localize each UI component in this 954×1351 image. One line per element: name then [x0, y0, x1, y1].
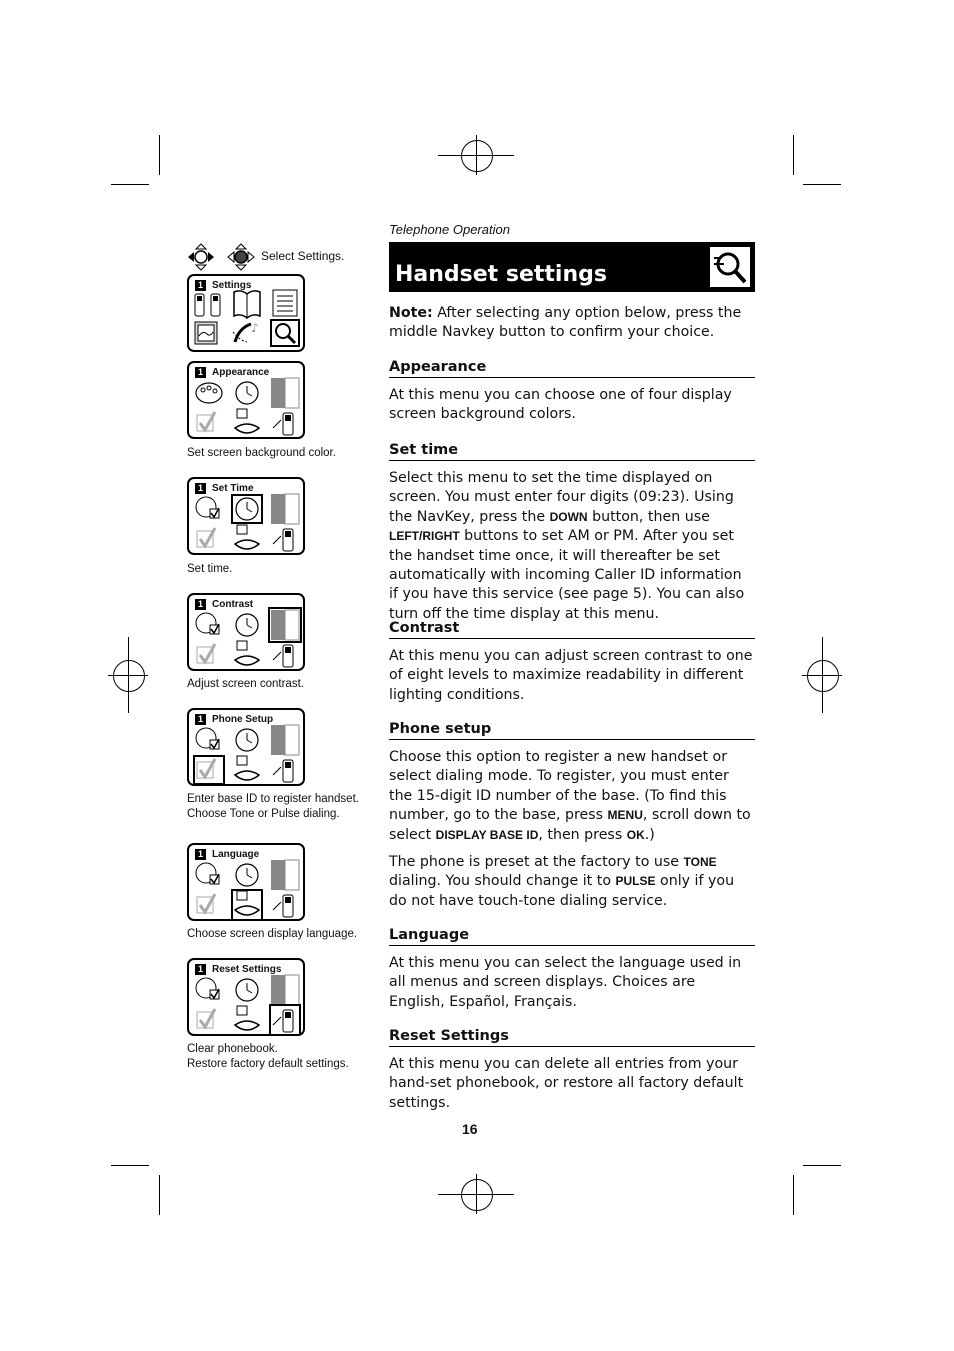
screen-header	[195, 279, 251, 291]
heading-set-time: Set time	[389, 442, 755, 461]
contrast-icon	[269, 608, 301, 642]
language-lips-icon	[235, 756, 259, 780]
crop-mark	[159, 135, 160, 175]
screen-number: 1	[195, 367, 206, 378]
key-left-right: LEFT/RIGHT	[389, 529, 460, 544]
screen-caption	[187, 446, 336, 461]
clock-icon	[232, 495, 262, 523]
key-display-base-id: DISPLAY BASE ID	[435, 827, 539, 842]
screen-number: 1	[195, 849, 206, 860]
setting-check-icon	[196, 497, 219, 518]
key-ok: OK	[626, 827, 645, 842]
clock-icon	[236, 729, 258, 751]
handsets-icon	[195, 294, 220, 316]
phone-setup-text-1: Choose this option to register a new handset or select dialing mode. To register, you must enter the 15-digit ID number of the base. (To find this number, go to the base, press MENU, scroll down to select DISPLAY BASE ID, then press OK.)	[389, 749, 751, 843]
key-pulse: PULSE	[615, 874, 656, 889]
clock-icon	[236, 382, 258, 404]
heading-appearance: Appearance	[389, 359, 755, 378]
note-paragraph: Note: After selecting any option below, press the middle Navkey button to confirm your choice.	[389, 305, 742, 341]
reset-settings-text: At this menu you can delete all entries from your hand-set phonebook, or restore all factory default settings.	[389, 1056, 744, 1111]
screen-header	[195, 366, 269, 378]
screen-label: Appearance	[212, 366, 270, 378]
heading-contrast: Contrast	[389, 620, 755, 639]
screen-header	[195, 713, 273, 725]
screen-number: 1	[195, 280, 206, 291]
lcd-screen-phone-setup	[187, 708, 305, 786]
screen-header	[195, 963, 281, 975]
registration-mark	[461, 1179, 493, 1211]
setting-check-icon	[196, 613, 219, 634]
setting-check-icon	[196, 863, 219, 884]
page-title-bar	[389, 242, 755, 292]
screen-caption	[187, 562, 232, 577]
contrast-icon	[271, 378, 299, 408]
lcd-screen-set-time	[187, 477, 305, 555]
handset-reset-icon	[273, 645, 293, 667]
language-lips-icon	[235, 409, 259, 433]
screen-header	[195, 598, 253, 610]
crop-mark	[803, 184, 841, 185]
screen-label: Phone Setup	[212, 713, 274, 725]
svg-text:♪: ♪	[251, 321, 259, 335]
caption-line: Enter base ID to register handset.	[187, 793, 359, 805]
check-icon	[197, 412, 215, 431]
screen-caption	[187, 677, 304, 692]
caption-line: Clear phonebook.	[187, 1043, 278, 1055]
lcd-screen-appearance	[187, 361, 305, 439]
language-lips-icon	[235, 641, 259, 665]
lcd-screen-settings	[187, 274, 305, 352]
screen-caption	[187, 927, 357, 942]
screen-number: 1	[195, 599, 206, 610]
navkey-label: Select Settings.	[261, 249, 345, 263]
contrast-icon	[271, 975, 299, 1005]
screen-label: Contrast	[212, 598, 254, 610]
check-icon	[197, 1009, 215, 1028]
check-icon	[197, 894, 215, 913]
note-label: Note:	[389, 305, 433, 321]
caption-line: Restore factory default settings.	[187, 1058, 349, 1070]
registration-mark	[807, 660, 839, 692]
screen-caption	[187, 792, 359, 822]
navkey-center-icon	[227, 243, 255, 271]
lcd-screen-contrast	[187, 593, 305, 671]
palette-icon	[196, 383, 222, 403]
contrast-icon	[271, 494, 299, 524]
handset-reset-icon	[273, 413, 293, 435]
screen-number: 1	[195, 964, 206, 975]
screen-label: Settings	[212, 279, 252, 291]
screen-header	[195, 482, 254, 494]
heading-language: Language	[389, 927, 755, 946]
crop-mark	[793, 1175, 794, 1215]
language-lips-icon	[235, 1006, 259, 1030]
ringer-icon	[233, 321, 259, 342]
page-number: 16	[462, 1121, 478, 1137]
registration-mark	[113, 660, 145, 692]
handset-reset-icon	[273, 760, 293, 782]
language-lips-icon	[235, 525, 259, 549]
check-icon	[194, 756, 224, 784]
caption-line: Set time.	[187, 563, 233, 575]
screen-label: Reset Settings	[212, 963, 282, 975]
clock-icon	[236, 979, 258, 1001]
language-text: At this menu you can select the language used in all menus and screen displays. Choices are English, Español, Français.	[389, 955, 742, 1010]
clock-icon	[236, 614, 258, 636]
contrast-icon	[271, 860, 299, 890]
screen-number: 1	[195, 714, 206, 725]
caption-line: Choose screen display language.	[187, 928, 358, 940]
lcd-screen-reset-settings	[187, 958, 305, 1036]
clock-icon	[236, 864, 258, 886]
crop-mark	[111, 1165, 149, 1166]
crop-mark	[793, 135, 794, 175]
appearance-text: At this menu you can choose one of four display screen background colors.	[389, 387, 732, 423]
setting-check-icon	[196, 728, 219, 749]
check-icon	[197, 528, 215, 547]
check-icon	[197, 644, 215, 663]
settings-magnifier-icon	[271, 320, 299, 346]
screen-caption	[187, 1042, 349, 1072]
lcd-screen-language	[187, 843, 305, 921]
caption-line: Adjust screen contrast.	[187, 678, 304, 690]
handset-reset-icon	[270, 1005, 300, 1034]
language-lips-icon	[232, 890, 262, 919]
screen-label: Set Time	[212, 482, 254, 494]
key-tone: TONE	[683, 855, 717, 869]
registration-mark	[461, 140, 493, 172]
crop-mark	[803, 1165, 841, 1166]
heading-reset-settings: Reset Settings	[389, 1028, 755, 1047]
contrast-icon	[271, 725, 299, 755]
magnifier-settings-icon	[709, 246, 751, 288]
section-label: Telephone Operation	[389, 222, 510, 237]
caption-line: Choose Tone or Pulse dialing.	[187, 808, 340, 820]
key-menu: MENU	[607, 808, 643, 823]
screen-number: 1	[195, 483, 206, 494]
crop-mark	[111, 184, 149, 185]
key-down: DOWN	[549, 509, 588, 524]
set-time-text: Select this menu to set the time displayed on screen. You must enter four digits (09:23). Using the NavKey, press the DOWN button, then use LEFT/RIGHT buttons to set AM or PM. After you set the handset time once, it will thereafter be set automatically with incoming Caller ID information if you have this service (see page 5). You can also turn off the time display at this menu.	[389, 470, 745, 622]
phone-setup-text-2: The phone is preset at the factory to use TONE dialing. You should change it to PULSE only if you do not have touch-tone dialing service.	[389, 854, 735, 909]
heading-phone-setup: Phone setup	[389, 721, 755, 740]
setting-check-icon	[196, 978, 219, 999]
phonebook-icon	[234, 291, 260, 318]
handset-reset-icon	[273, 895, 293, 917]
crop-mark	[159, 1175, 160, 1215]
handset-reset-icon	[273, 529, 293, 551]
screen-header	[195, 848, 259, 860]
picture-icon	[195, 322, 217, 344]
contrast-text: At this menu you can adjust screen contrast to one of eight levels to maximize readability in different lighting conditions.	[389, 648, 753, 703]
caption-line: Set screen background color.	[187, 447, 336, 459]
list-icon	[273, 290, 297, 316]
navkey-left-right-icon	[187, 243, 215, 271]
screen-label: Language	[212, 848, 260, 860]
page-title: Handset settings	[395, 262, 607, 287]
